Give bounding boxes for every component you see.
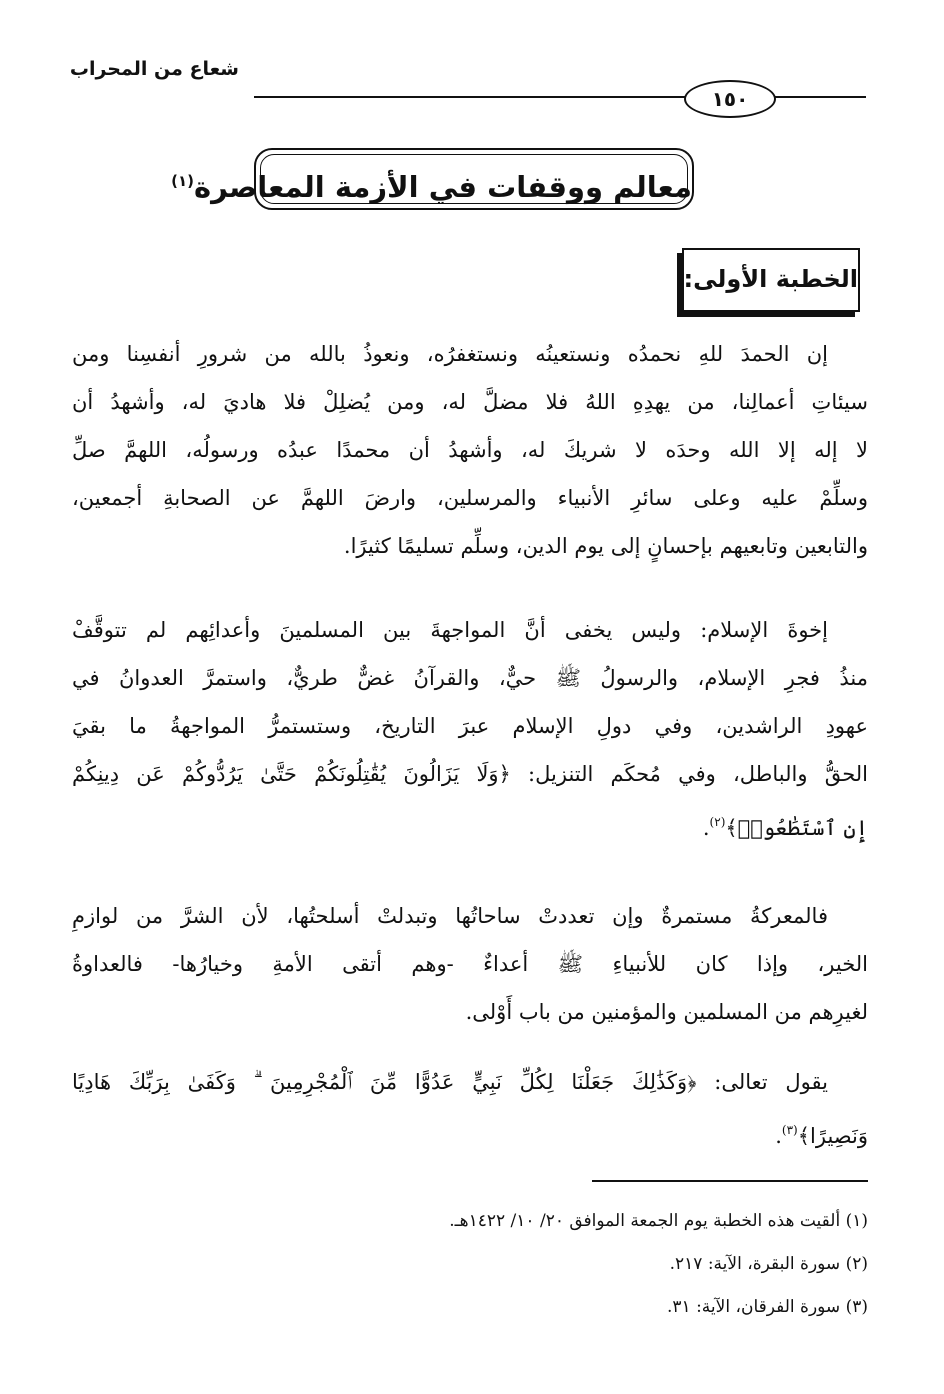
paragraph-line: عهودِ الراشدين، وفي دولِ الإسلام عبرَ التاريخ، وستستمرُّ المواجهةُ ما بقيَ — [72, 714, 868, 738]
footnote-marker-3: (٣) — [781, 1123, 798, 1137]
paragraph-line: وسلِّمْ عليه وعلى سائرِ الأنبياء والمرسلين، وارضَ اللهمَّ عن الصحابةِ أجمعين، — [72, 486, 868, 510]
paragraph-line: يقول تعالى: ﴿وَكَذَٰلِكَ جَعَلْنَا لِكُلِّ نَبِيٍّ عَدُوًّا مِّنَ ٱلْمُجْرِمِينَ ۗ وَكَفَىٰ بِرَبِّكَ هَادِيًا — [72, 1070, 828, 1094]
paragraph-line: الخير، وإذا كان للأنبياءِ ﷺ أعداءٌ -وهم أتقى الأمةِ وخيارُها- فالعداوةُ — [72, 952, 868, 976]
paragraph-line: لا إله إلا الله وحدَه لا شريكَ له، وأشهدُ أن محمدًا عبدُه ورسولُه، اللهمَّ صلِّ — [72, 438, 868, 462]
paragraph-line: منذُ فجرِ الإسلام، والرسولُ ﷺ حيٌّ، والقرآنُ غضٌّ طريٌّ، واستمرَّ العدوانُ في — [72, 666, 868, 690]
paragraph-line: لغيرِهم من المسلمين والمؤمنين من باب أَوْلى. — [465, 1000, 868, 1024]
footnote-3: (٣) سورة الفرقان، الآية: ٣١. — [667, 1297, 868, 1317]
paragraph-line-quran-end: وَنَصِيرًا﴾$^{(٣)}$. — [775, 1123, 868, 1148]
running-header-title: شعاع من المحراب — [69, 58, 239, 80]
title-frame — [171, 148, 694, 210]
paragraph-line: الحقُّ والباطل، وفي مُحكَم التنزيل: ﴿وَلَا يَزَالُونَ يُقَٰتِلُونَكُمْ حَتَّىٰ يَرُدُّوكُمْ عَن دِينِكُمْ — [72, 762, 868, 786]
paragraph-battle — [72, 892, 868, 1036]
page-number: ١٥٠ — [684, 80, 776, 118]
paragraph-line: إن الحمدَ للهِ نحمدُه ونستعينُه ونستغفرُه، ونعوذُ بالله من شرورِ أنفسِنا ومن — [72, 342, 828, 366]
paragraph-brothers-of-islam — [72, 606, 868, 846]
footnote-separator — [592, 1180, 868, 1182]
paragraph-line: فالمعركةُ مستمرةٌ وإن تعددتْ ساحاتُها وتبدلتْ أسلحتُها، لأن الشرَّ من لوازمِ — [72, 904, 828, 928]
paragraph-line: سيئاتِ أعمالِنا، من يهدِهِ اللهُ فلا مضلَّ له، ومن يُضلِلْ فلا هاديَ له، وأشهدُ أن — [72, 390, 868, 414]
paragraph-line-quran-end: إِنِ ٱسْتَطَٰعُوا۟﴾$^{(٢)}$. — [702, 815, 868, 840]
footnote-2: (٢) سورة البقرة، الآية: ٢١٧. — [669, 1254, 868, 1274]
footnote-1: (١) ألقيت هذه الخطبة يوم الجمعة الموافق ٢٠/ ١٠/ ١٤٢٢هـ. — [449, 1211, 868, 1231]
title-footnote-marker: (١) — [171, 172, 195, 190]
quran-verse-end: وَنَصِيرًا﴾ — [797, 1124, 868, 1148]
sermon-title — [171, 150, 692, 208]
quran-verse-end: إِنِ ٱسْتَطَٰعُوا۟﴾ — [725, 816, 868, 840]
section-heading: الخطبة الأولى: — [683, 265, 858, 293]
paragraph-line: والتابعين وتابعيهم بإحسانٍ إلى يوم الدين، وسلِّم تسليمًا كثيرًا. — [343, 534, 868, 558]
sermon-title-text: معالم ووقفات في الأزمة المعاصرة — [194, 170, 692, 204]
section-heading-box — [682, 248, 860, 312]
footnotes — [72, 1200, 868, 1329]
paragraph-verse — [72, 1058, 868, 1154]
footnote-marker-2: (٢) — [709, 815, 726, 829]
paragraph-line: إخوةَ الإسلام: وليس يخفى أنَّ المواجهةَ بين المسلمينَ وأعدائِهم لم تتوقَّفْ — [72, 618, 828, 642]
paragraph-opening — [72, 330, 868, 570]
